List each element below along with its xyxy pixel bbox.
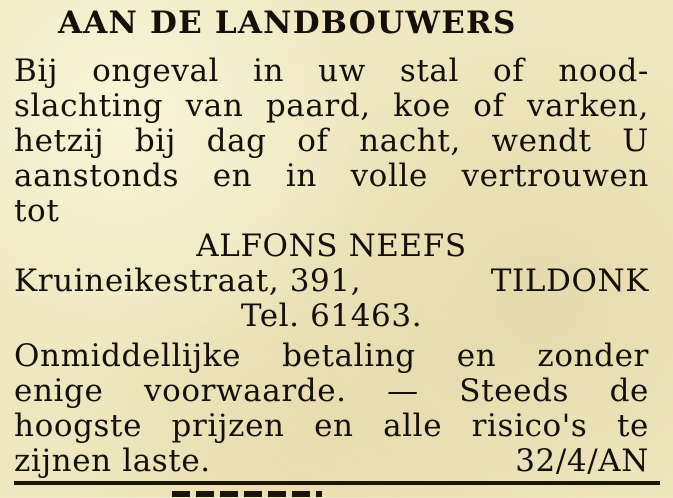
word: — — [387, 373, 419, 409]
town: TILDONK — [490, 263, 649, 299]
word: volle — [350, 158, 428, 194]
word: Steeds — [459, 373, 570, 409]
word: hoogste — [14, 408, 143, 444]
word: in — [253, 53, 285, 89]
word: zijnen laste. — [14, 443, 211, 479]
word: wendt — [491, 123, 592, 159]
word: van — [185, 88, 244, 124]
word: betaling — [282, 338, 416, 374]
address-line — [14, 262, 649, 300]
word: risico's — [471, 408, 588, 444]
terms-line-1 — [14, 337, 649, 375]
word: in — [285, 158, 317, 194]
word: paard, — [265, 88, 371, 124]
word: Onmiddellijke — [14, 338, 242, 374]
word: of — [297, 123, 329, 159]
body-line-5: tot — [14, 193, 60, 229]
word: slachting — [14, 88, 164, 124]
body-line-2 — [14, 87, 649, 125]
terms-line-3 — [14, 407, 649, 445]
word: ongeval — [92, 53, 220, 89]
word: de — [609, 373, 649, 409]
word: Bij — [14, 53, 59, 89]
terms-line-2 — [14, 372, 649, 410]
advertiser-name: ALFONS NEEFS — [196, 228, 467, 264]
word: nacht, — [359, 123, 461, 159]
word: of — [493, 53, 525, 89]
terms-line-4 — [14, 442, 649, 480]
divider-rule — [14, 481, 660, 485]
body-line-4 — [14, 157, 649, 195]
word: U — [622, 123, 649, 159]
word: alle — [383, 408, 443, 444]
word: nood- — [558, 53, 649, 89]
word: prijzen — [171, 408, 285, 444]
word: stal — [399, 53, 460, 89]
word: aanstonds — [14, 158, 180, 194]
word: en — [212, 158, 253, 194]
word: voorwaarde. — [143, 373, 347, 409]
word: en — [314, 408, 354, 444]
word: koe — [393, 88, 451, 124]
body-line-1 — [14, 52, 649, 90]
word: dag — [206, 123, 267, 159]
word: vertrouwen — [461, 158, 649, 194]
word: te — [616, 408, 649, 444]
word: hetzij — [14, 123, 105, 159]
word: bij — [134, 123, 177, 159]
phone-number: Tel. 61463. — [240, 298, 423, 334]
next-ad-heading-fragment — [172, 486, 322, 498]
street-address: Kruineikestraat, 391, — [14, 263, 362, 299]
word: enige — [14, 373, 104, 409]
body-line-3 — [14, 122, 649, 160]
word: zonder — [537, 338, 649, 374]
word: varken, — [526, 88, 649, 124]
word: of — [473, 88, 505, 124]
word: uw — [318, 53, 366, 89]
word: en — [456, 338, 497, 374]
ad-reference-code: 32/4/AN — [515, 443, 649, 479]
ad-title: AAN DE LANDBOUWERS — [58, 5, 517, 41]
